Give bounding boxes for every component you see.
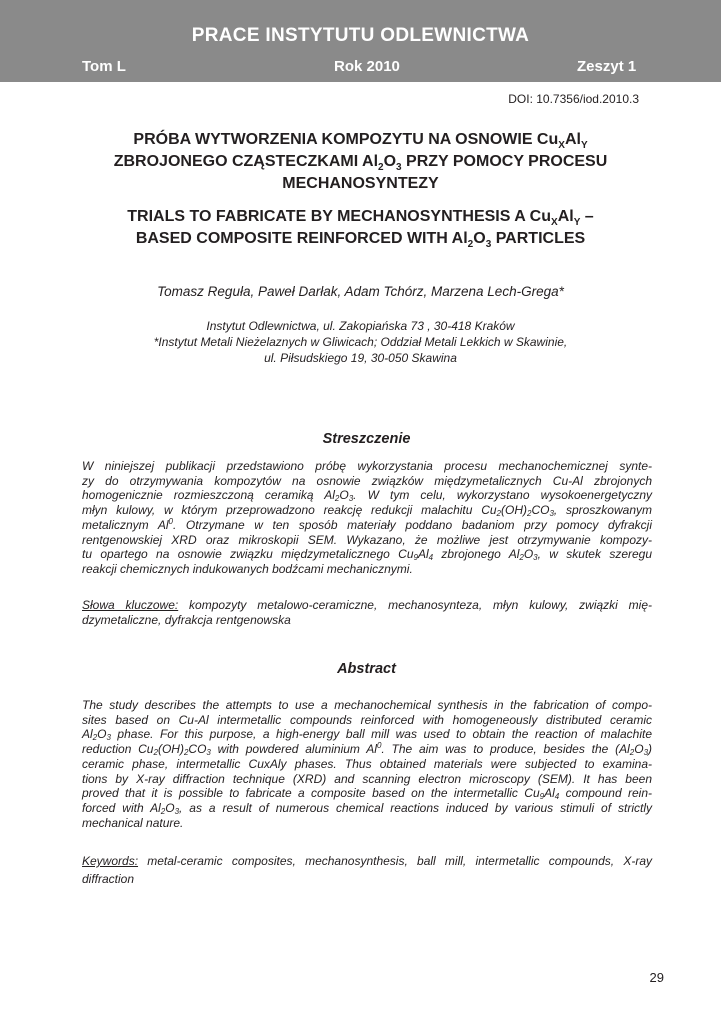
text-line: proved that it is possible to fabricate a composite based on the intermetallic $Cu_9Al_4$ compound rein- [82, 786, 652, 802]
text-line: dzymetaliczne, dyfrakcja rentgenowska [82, 612, 291, 627]
streszczenie-heading: Streszczenie [322, 431, 411, 447]
text-line: Keywords: metal-ceramic composites, mechanosynthesis, ball mill, intermetallic compounds, X-ray [82, 854, 652, 868]
keywords-label: Keywords: [82, 854, 139, 868]
text-line: W niniejszej publikacji przedstawiono próbę wykorzystania procesu mechanochemicznej synte- [82, 459, 652, 473]
text-line: diffraction [82, 872, 135, 886]
slowa-kluczowe [82, 598, 652, 627]
paper-title-en [60, 206, 661, 250]
volume-label: Tom L [82, 58, 126, 75]
text-line: mechanical nature. [82, 815, 184, 830]
affiliation-line: ul. Piłsudskiego 19, 30-050 Skawina [264, 351, 457, 365]
abstract-body [82, 698, 652, 830]
slowa-kluczowe-label: Słowa kluczowe: [82, 598, 179, 612]
text-line: $Al_2O_3$ phase. For this purpose, a high-energy ball mill was used to obtain the reaction of malachite [82, 727, 652, 743]
paper-title-pl [60, 129, 661, 195]
text-line: reakcji chemicznych indukowanych bodźcami mechanicznymi. [82, 561, 413, 576]
title-en-line: BASED COMPOSITE REINFORCED WITH $Al_2O_3$ PARTICLES [135, 230, 586, 250]
doi: DOI: 10.7356/iod.2010.3 [508, 92, 639, 106]
authors: Tomasz Reguła, Paweł Darłak, Adam Tchórz, Marzena Lech-Grega* [157, 284, 564, 299]
text-line: reduction $Cu_2(OH)_2CO_3$ with powdered aluminium Al$^0$. The aim was to produce, besides the $(Al_2O_3)$ [82, 741, 653, 758]
issue-label: Zeszyt 1 [577, 58, 637, 75]
abstract-heading: Abstract [337, 661, 396, 677]
title-en-line: TRIALS TO FABRICATE BY MECHANOSYNTHESIS A $Cu_XAl_Y$ – [127, 208, 594, 228]
affiliation-line: *Instytut Metali Nieżelaznych w Gliwicach; Oddział Metali Lekkich w Skawinie, [153, 335, 568, 349]
text-line: metalicznym Al$^0$. Otrzymane w ten sposób materiały poddano badaniom przy pomocy dyfrakcji [82, 516, 652, 532]
text-line: tu opartego na osnowie związku międzymetalicznego $Cu_9Al_4$ zbrojonego $Al_2O_3$, w skutek szeregu [82, 547, 653, 563]
text-line: rentgenowskiej XRD oraz mikroskopii SEM. Wykazano, że możliwe jest otrzymywanie kompozy- [82, 532, 652, 547]
text-line: tions by X-ray diffraction technique (XRD) and scanning electron microscopy (SEM). It has been [82, 771, 652, 786]
affiliation-line: Instytut Odlewnictwa, ul. Zakopiańska 73 , 30-418 Kraków [206, 319, 515, 333]
keywords [82, 852, 652, 888]
text-line: sites based on Cu-Al intermetallic compounds reinforced with homogeneously distributed ceramic [82, 712, 652, 727]
affiliations [0, 318, 721, 366]
text-line: Słowa kluczowe: kompozyty metalowo-ceramiczne, mechanosynteza, młyn kulowy, związki mię- [82, 598, 652, 612]
title-pl-line: ZBROJONEGO CZĄSTECZKAMI $Al_2O_3$ PRZY POMOCY PROCESU [113, 153, 608, 173]
text-line: młyn kulowy, w którym przeprowadzono reakcję redukcji malachitu $Cu_2(OH)_2CO_3$, sproszkowanym [82, 503, 652, 519]
title-pl-line: PRÓBA WYTWORZENIA KOMPOZYTU NA OSNOWIE $Cu_XAl_Y$ [133, 131, 588, 151]
streszczenie-body [82, 459, 652, 577]
text-line: homogenicznie rozmieszczoną ceramiką $Al_2O_3$. W tym celu, wykorzystano wysokoenergetyczny [82, 488, 652, 504]
year-label: Rok 2010 [334, 58, 400, 75]
journal-title: PRACE INSTYTUTU ODLEWNICTWA [191, 25, 530, 46]
text-line: The study describes the attempts to use a mechanochemical synthesis in the fabrication of compo- [82, 698, 652, 712]
text-line: zy do otrzymywania kompozytów na osnowie związków międzymetalicznych Cu-Al zbrojonych [82, 473, 652, 488]
text-line: ceramic phase, intermetallic CuxAly phases. Thus obtained materials were subjected to examina- [82, 756, 652, 771]
text-line: forced with $Al_2O_3$, as a result of numerous chemical reactions induced by various stimuli of strictly [82, 800, 652, 816]
title-pl-line: MECHANOSYNTEZY [282, 175, 439, 192]
page-number: 29 [649, 970, 664, 985]
